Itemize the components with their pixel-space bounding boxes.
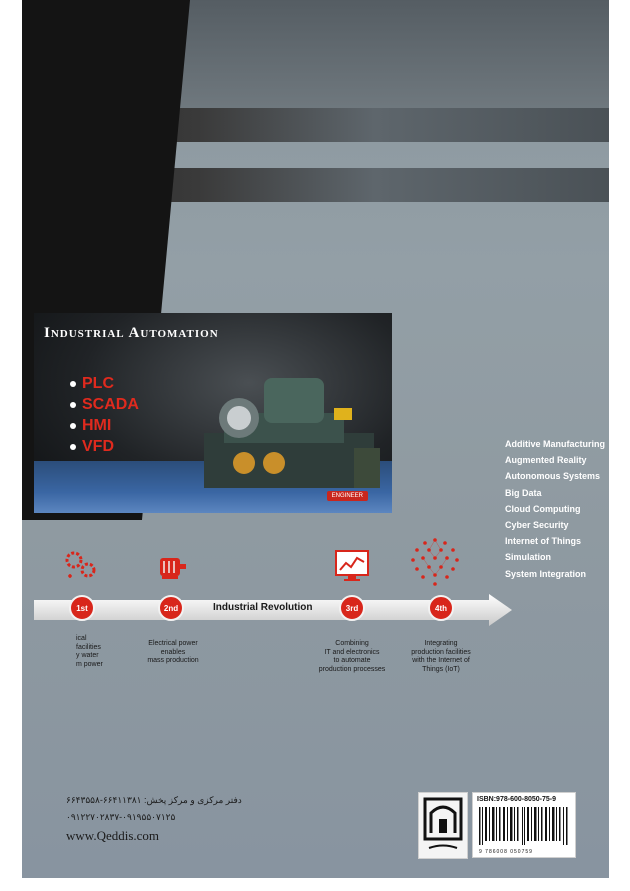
barcode-bars <box>479 807 569 845</box>
promo-title: Industrial Automation <box>44 325 219 341</box>
website-link[interactable]: www.Qeddis.com <box>66 828 160 843</box>
promo-item-vfd: VFD <box>70 436 139 457</box>
topic-item: System Integration <box>505 568 587 579</box>
step-text-1: ical facilities y water m power <box>76 635 103 668</box>
topic-item: Internet of Things <box>505 536 581 547</box>
industrial-automation-promo-image <box>34 313 392 513</box>
step-badge-4: 4th <box>428 595 454 621</box>
step-text-3: Combining IT and electronics to automate production processes <box>318 640 386 673</box>
step-text-4: Integrating production facilities with the Internet of Things (IoT) <box>411 640 471 673</box>
topic-item: Big Data <box>505 487 542 498</box>
barcode-digits: 9 786008 050759 <box>479 849 533 855</box>
contact-address-line: دفتر مرکزی و مرکز پخش: ۶۶۴۱۱۳۸۱-۶۶۴۳۵۵۸ <box>66 795 242 805</box>
topic-item: Cloud Computing <box>505 503 581 514</box>
network-sphere-icon <box>407 534 463 590</box>
topic-item: Cyber Security <box>505 520 569 531</box>
top-fade-band <box>152 0 609 108</box>
step-badge-3: 3rd <box>339 595 365 621</box>
step-badge-2: 2nd <box>158 595 184 621</box>
topic-item: Additive Manufacturing <box>505 439 606 449</box>
topic-item: Simulation <box>505 552 552 563</box>
promo-item-plc: PLC <box>70 373 139 394</box>
topic-item: Autonomous Systems <box>505 471 601 482</box>
industry-4-topics-list <box>505 436 605 582</box>
timeline-label: Industrial Revolution <box>213 602 313 613</box>
topic-item: Augmented Reality <box>505 455 587 466</box>
promo-item-scada: SCADA <box>70 394 139 415</box>
isbn-barcode <box>472 792 576 858</box>
machine-illustration <box>184 353 384 503</box>
step-text-2: Electrical power enables mass production <box>147 640 199 664</box>
monitor-chart-icon <box>333 548 371 584</box>
electric-motor-icon <box>156 552 188 582</box>
water-steam-icon <box>62 548 102 584</box>
promo-item-hmi: HMI <box>70 415 139 436</box>
isbn-number: ISBN:978-600-8050-75-9 <box>477 796 556 803</box>
publisher-logo <box>418 792 468 859</box>
contact-phone-line: ۰۹۱۲۲۷۰۲۸۳۷-۰۹۱۹۵۵۰۷۱۲۵ <box>66 812 176 822</box>
step-badge-1: 1st <box>69 595 95 621</box>
promo-feature-list <box>70 373 139 457</box>
promo-badge: ENGINEER <box>327 491 368 501</box>
